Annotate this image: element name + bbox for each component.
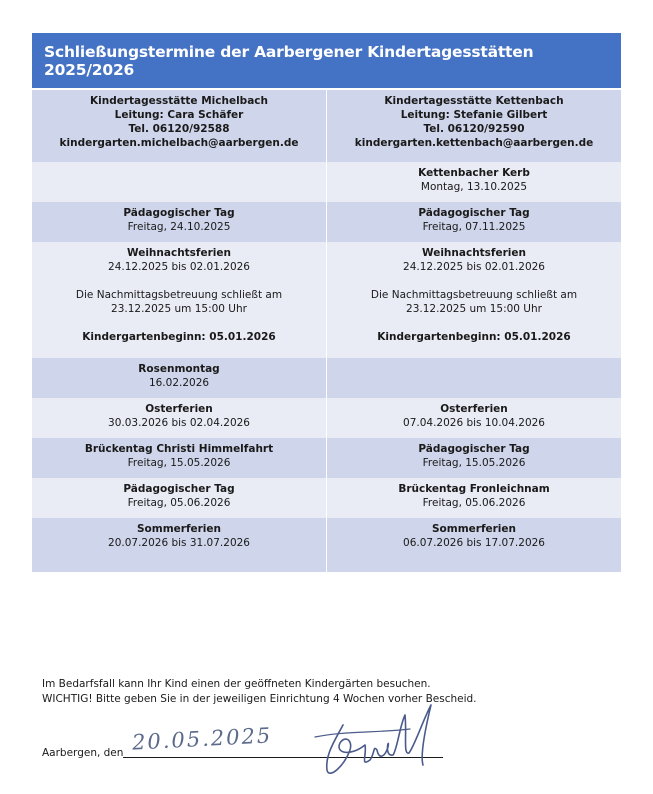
page-title-banner: [32, 33, 621, 88]
cell-line: Die Nachmittagsbetreuung schließt am: [75, 289, 283, 301]
schedule-row: [32, 358, 621, 398]
cell-line: kindergarten.michelbach@aarbergen.de: [59, 137, 299, 149]
schedule-table: [32, 90, 621, 572]
cell-line: kindergarten.kettenbach@aarbergen.de: [354, 137, 594, 149]
cell-line: Kindertagesstätte Michelbach: [90, 95, 268, 107]
kettenbach-cell: [327, 438, 622, 478]
cell-line: 23.12.2025 um 15:00 Uhr: [111, 303, 247, 315]
cell-line: Freitag, 05.06.2026: [422, 497, 526, 509]
cell-line: Tel. 06120/92590: [423, 123, 525, 135]
handwritten-signature: [305, 695, 445, 785]
cell-spacer: [36, 550, 322, 564]
cell-line: Freitag, 15.05.2026: [127, 457, 231, 469]
cell-spacer: [331, 274, 617, 288]
kettenbach-cell: [327, 90, 622, 162]
cell-line: Kindergartenbeginn: 05.01.2026: [82, 331, 276, 343]
cell-line: Sommerferien: [136, 523, 222, 535]
cell-line: 20.07.2026 bis 31.07.2026: [108, 537, 250, 549]
cell-spacer: [331, 316, 617, 330]
kettenbach-cell: [327, 398, 622, 438]
cell-line: Montag, 13.10.2025: [420, 181, 528, 193]
cell-spacer: [36, 274, 322, 288]
schedule-row: [32, 398, 621, 438]
michelbach-cell: [32, 438, 327, 478]
cell-line: Osterferien: [440, 403, 508, 415]
cell-line: Tel. 06120/92588: [128, 123, 230, 135]
cell-line: 24.12.2025 bis 02.01.2026: [403, 261, 545, 273]
kettenbach-cell: [327, 242, 622, 358]
cell-line: Pädagogischer Tag: [418, 207, 530, 219]
cell-line: Leitung: Cara Schäfer: [114, 109, 244, 121]
cell-line: 30.03.2026 bis 02.04.2026: [108, 417, 250, 429]
michelbach-cell: [32, 518, 327, 572]
cell-line: 07.04.2026 bis 10.04.2026: [403, 417, 545, 429]
cell-line: Weihnachtsferien: [127, 247, 231, 259]
kettenbach-cell: [327, 518, 622, 572]
kettenbach-cell: [327, 358, 622, 398]
cell-line: Pädagogischer Tag: [123, 207, 235, 219]
cell-spacer: [331, 550, 617, 564]
michelbach-cell: [32, 358, 327, 398]
cell-line: 16.02.2026: [148, 377, 210, 389]
handwritten-date: 20.05.2025: [131, 723, 273, 755]
footer-note-1: Im Bedarfsfall kann Ihr Kind einen der geöffneten Kindergärten besuchen.: [42, 678, 431, 690]
cell-line: Kindergartenbeginn: 05.01.2026: [377, 331, 571, 343]
cell-line: Brückentag Christi Himmelfahrt: [84, 443, 274, 455]
schedule-row: [32, 478, 621, 518]
schedule-row: [32, 90, 621, 162]
schedule-row: [32, 242, 621, 358]
cell-line: Die Nachmittagsbetreuung schließt am: [370, 289, 578, 301]
kettenbach-cell: [327, 162, 622, 202]
cell-line: Weihnachtsferien: [422, 247, 526, 259]
cell-line: 06.07.2026 bis 17.07.2026: [403, 537, 545, 549]
michelbach-cell: [32, 242, 327, 358]
footer-note-2: WICHTIG! Bitte geben Sie in der jeweiligen Einrichtung 4 Wochen vorher Bescheid.: [42, 693, 477, 705]
cell-line: 23.12.2025 um 15:00 Uhr: [406, 303, 542, 315]
cell-line: Freitag, 05.06.2026: [127, 497, 231, 509]
cell-line: Brückentag Fronleichnam: [398, 483, 550, 495]
cell-line: Leitung: Stefanie Gilbert: [400, 109, 548, 121]
cell-line: Freitag, 15.05.2026: [422, 457, 526, 469]
cell-line: Rosenmontag: [138, 363, 220, 375]
cell-line: Freitag, 07.11.2025: [422, 221, 526, 233]
schedule-row: [32, 438, 621, 478]
place-label: Aarbergen, den: [42, 747, 124, 759]
cell-spacer: [36, 316, 322, 330]
cell-line: Kindertagesstätte Kettenbach: [384, 95, 564, 107]
michelbach-cell: [32, 90, 327, 162]
cell-line: Pädagogischer Tag: [123, 483, 235, 495]
schedule-row: [32, 162, 621, 202]
michelbach-cell: [32, 202, 327, 242]
schedule-row: [32, 202, 621, 242]
michelbach-cell: [32, 478, 327, 518]
michelbach-cell: [32, 162, 327, 202]
kettenbach-cell: [327, 478, 622, 518]
schedule-row: [32, 518, 621, 572]
cell-line: Pädagogischer Tag: [418, 443, 530, 455]
schedule-body: [32, 90, 621, 572]
kettenbach-cell: [327, 202, 622, 242]
cell-line: Freitag, 24.10.2025: [127, 221, 231, 233]
michelbach-cell: [32, 398, 327, 438]
cell-line: Kettenbacher Kerb: [418, 167, 530, 179]
cell-line: 24.12.2025 bis 02.01.2026: [108, 261, 250, 273]
cell-line: Sommerferien: [431, 523, 517, 535]
page-title: Schließungstermine der Aarbergener Kindertagesstätten 2025/2026: [44, 42, 534, 79]
cell-line: Osterferien: [145, 403, 213, 415]
